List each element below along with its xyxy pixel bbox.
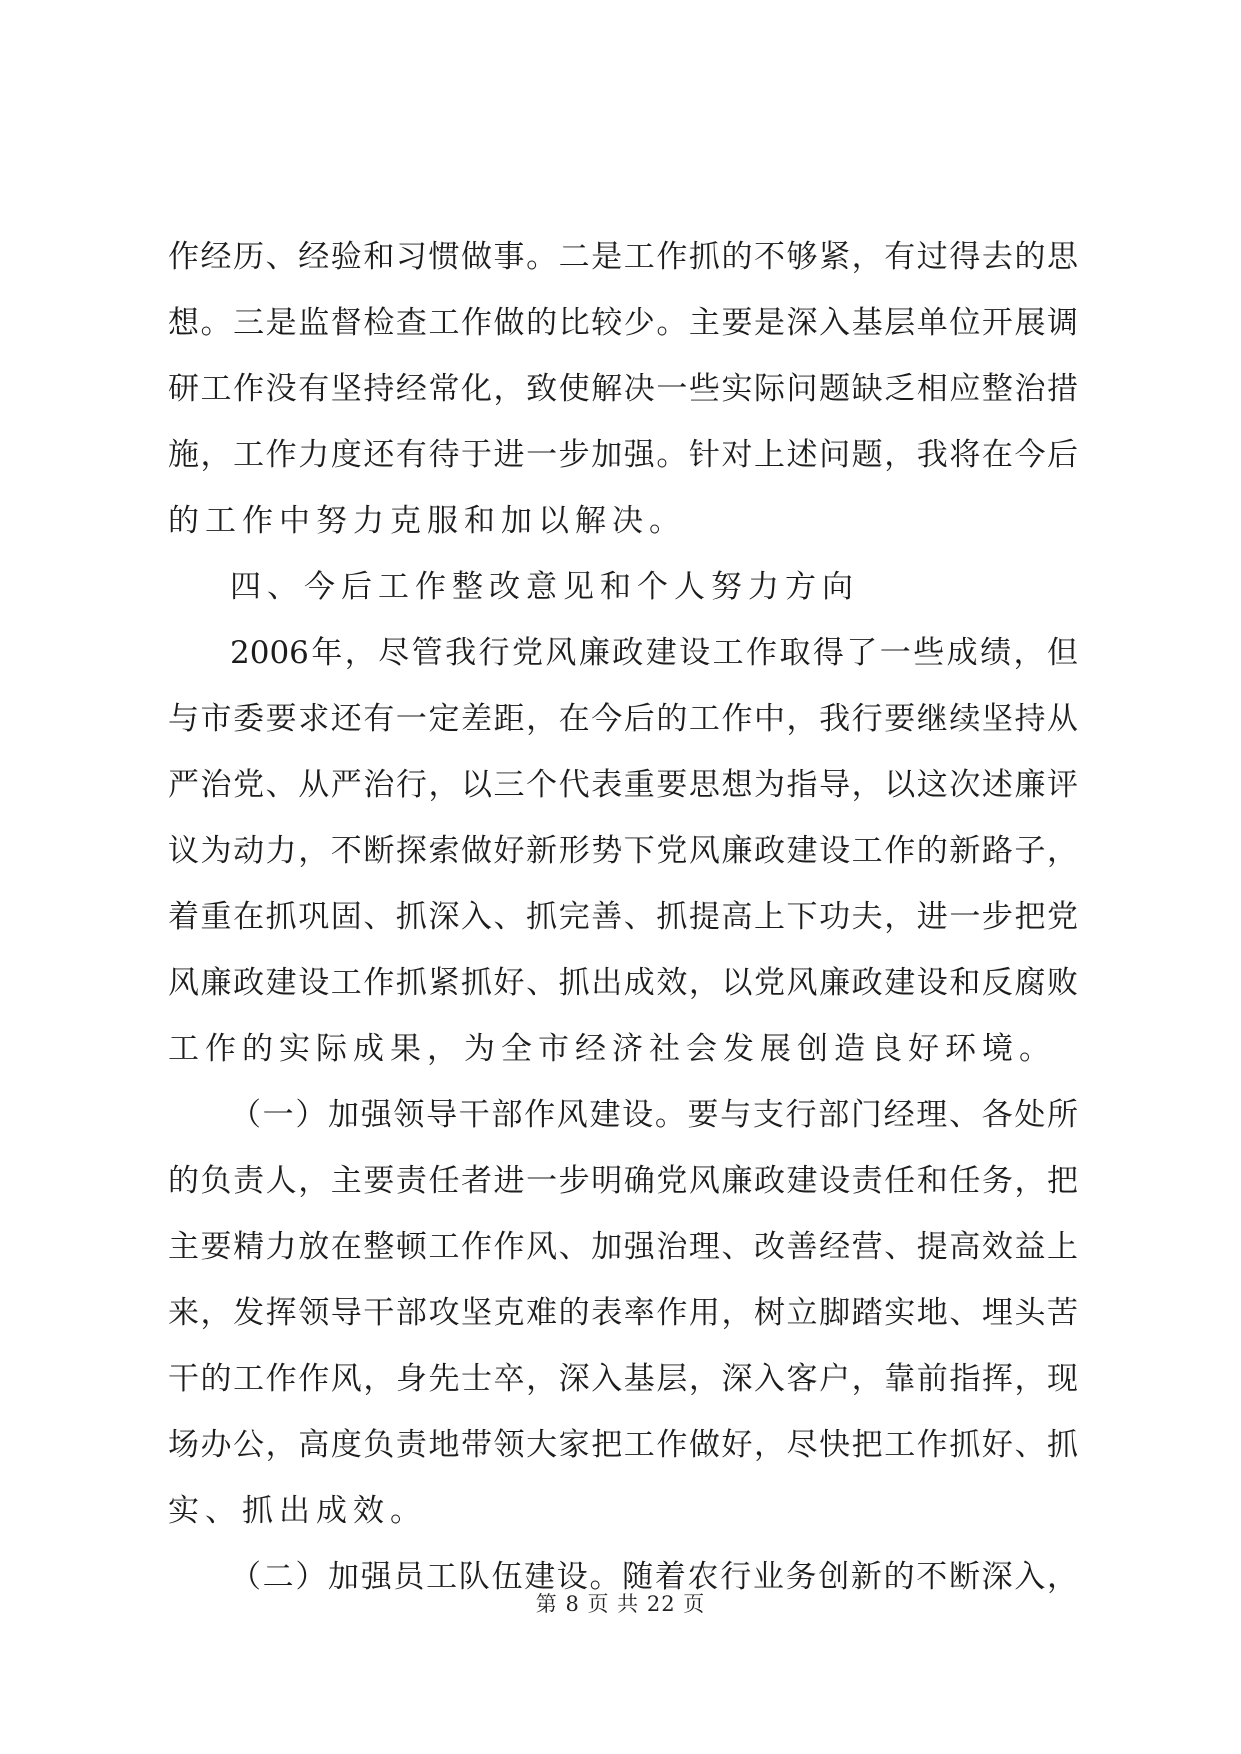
text-line: （一）加强领导干部作风建设。要与支行部门经理、各处所 <box>230 1097 1078 1133</box>
text-line: （二）加强员工队伍建设。随着农行业务创新的不断深入， <box>230 1559 1078 1595</box>
text-line: 主要精力放在整顿工作作风、加强治理、改善经营、提高效益上 <box>168 1229 1078 1265</box>
text-line: 议为动力，不断探索做好新形势下党风廉政建设工作的新路子， <box>168 833 1078 869</box>
text-line: 严治党、从严治行，以三个代表重要思想为指导，以这次述廉评 <box>168 767 1078 803</box>
page-number-footer: 第 8 页 共 22 页 <box>535 1592 706 1616</box>
text-line: 四、今后工作整改意见和个人努力方向 <box>230 569 859 605</box>
text-line: 2006年，尽管我行党风廉政建设工作取得了一些成绩，但 <box>230 635 1078 671</box>
text-line: 风廉政建设工作抓紧抓好、抓出成效，以党风廉政建设和反腐败 <box>168 965 1078 1001</box>
text-line: 干的工作作风，身先士卒，深入基层，深入客户，靠前指挥，现 <box>168 1361 1078 1397</box>
text-line: 工作的实际成果，为全市经济社会发展创造良好环境。 <box>168 1031 1056 1067</box>
text-line: 着重在抓巩固、抓深入、抓完善、抓提高上下功夫，进一步把党 <box>168 899 1078 935</box>
text-line: 想。三是监督检查工作做的比较少。主要是深入基层单位开展调 <box>168 305 1078 341</box>
document-body <box>168 224 1078 1610</box>
text-line: 的工作中努力克服和加以解决。 <box>168 503 686 539</box>
text-line: 场办公，高度负责地带领大家把工作做好，尽快把工作抓好、抓 <box>168 1427 1078 1463</box>
text-line: 的负责人，主要责任者进一步明确党风廉政建设责任和任务，把 <box>168 1163 1078 1199</box>
text-line: 研工作没有坚持经常化，致使解决一些实际问题缺乏相应整治措 <box>168 371 1078 407</box>
text-line: 施，工作力度还有待于进一步加强。针对上述问题，我将在今后 <box>168 437 1078 473</box>
text-line: 实、抓出成效。 <box>168 1493 427 1529</box>
text-line: 作经历、经验和习惯做事。二是工作抓的不够紧，有过得去的思 <box>168 239 1078 275</box>
text-line: 来，发挥领导干部攻坚克难的表率作用，树立脚踏实地、埋头苦 <box>168 1295 1078 1331</box>
text-line: 与市委要求还有一定差距，在今后的工作中，我行要继续坚持从 <box>168 701 1078 737</box>
